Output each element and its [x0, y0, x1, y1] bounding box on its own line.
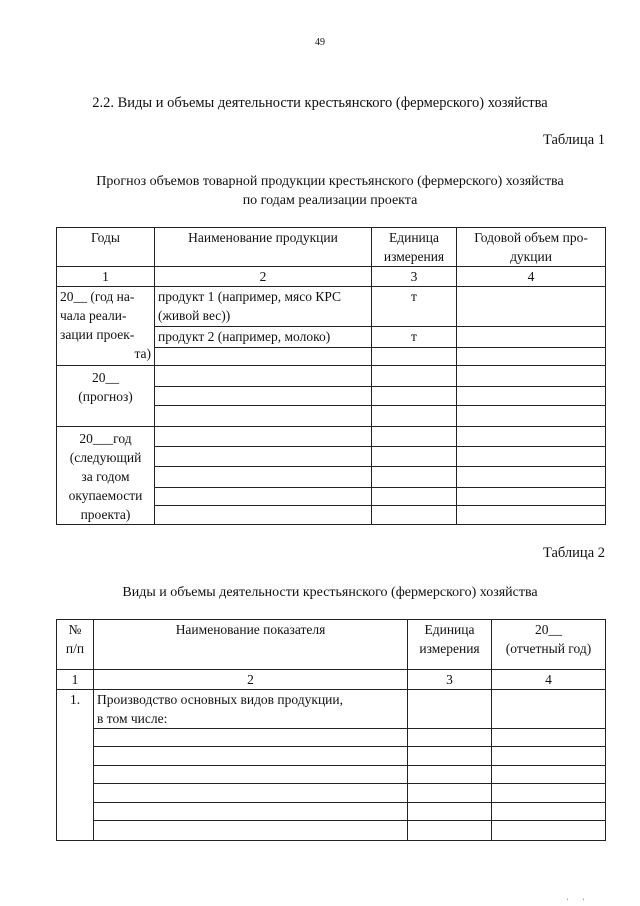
footer-marks: ' ': [567, 897, 590, 906]
group1-year-l3: зации проек-: [60, 327, 135, 342]
table1-caption: [40, 172, 620, 210]
table-row: [57, 427, 606, 447]
header-unit: [372, 228, 457, 267]
table1-caption-line1: Прогноз объемов товарной продукции крестьянского (фермерского) хозяйства: [96, 174, 564, 189]
colnum-1: 1: [57, 670, 94, 690]
header-unit-l2: измерения: [419, 641, 480, 656]
table-row: [57, 690, 606, 729]
empty-cell: [492, 766, 606, 784]
table-row: [57, 729, 606, 747]
empty-cell: [372, 505, 457, 524]
empty-cell: [457, 487, 606, 505]
colnum-3: 3: [372, 267, 457, 287]
table1-header-row: [57, 228, 606, 267]
header-num: [57, 620, 94, 670]
empty-cell: [372, 387, 457, 406]
volume2-cell: [457, 327, 606, 348]
table-row: [57, 747, 606, 766]
table1-label: Таблица 1: [542, 132, 605, 148]
table-row: [57, 287, 606, 327]
product1-l2: (живой вес)): [158, 308, 231, 323]
empty-cell: [408, 729, 492, 747]
empty-cell: [94, 803, 408, 821]
empty-cell: [408, 821, 492, 841]
group3-year-cell: [57, 427, 155, 525]
row1-num: 1.: [57, 690, 94, 841]
empty-cell: [155, 427, 372, 447]
empty-cell: [155, 387, 372, 406]
empty-cell: [408, 803, 492, 821]
empty-cell: [155, 406, 372, 427]
colnum-2: 2: [155, 267, 372, 287]
table2-caption: Виды и объемы деятельности крестьянского (фермерского) хозяйства: [122, 585, 538, 600]
empty-cell: [492, 729, 606, 747]
table-row: [57, 366, 606, 387]
row1-text-l1: Производство основных видов продукции,: [97, 692, 343, 707]
table1-colnum-row: [57, 267, 606, 287]
colnum-3: 3: [408, 670, 492, 690]
header-unit: [408, 620, 492, 670]
group2-year-l2: (прогноз): [78, 389, 133, 404]
empty-cell: [155, 348, 372, 366]
header-year: [492, 620, 606, 670]
empty-cell: [94, 784, 408, 803]
group3-year-l2: (следующий: [69, 450, 142, 465]
product1-cell: [155, 287, 372, 327]
empty-cell: [372, 406, 457, 427]
product2-cell: продукт 2 (например, молоко): [155, 327, 372, 348]
row1-text-l2: в том числе:: [97, 711, 168, 726]
empty-cell: [155, 505, 372, 524]
empty-cell: [155, 467, 372, 487]
unit1-cell: т: [372, 287, 457, 327]
header-year-l2: (отчетный год): [505, 641, 592, 656]
header-indicator: Наименование показателя: [94, 620, 408, 670]
colnum-2: 2: [94, 670, 408, 690]
empty-cell: [372, 366, 457, 387]
empty-cell: [372, 467, 457, 487]
empty-cell: [372, 487, 457, 505]
empty-cell: [457, 427, 606, 447]
group1-year-l2: чала реали-: [60, 308, 127, 323]
group1-year-l4: та): [134, 346, 151, 361]
empty-cell: [492, 747, 606, 766]
header-unit-l2: измерения: [383, 249, 445, 264]
empty-cell: [94, 747, 408, 766]
empty-cell: [372, 447, 457, 467]
table2-label: Таблица 2: [542, 545, 605, 561]
table2-header-row: [57, 620, 606, 670]
empty-cell: [408, 747, 492, 766]
empty-cell: [408, 784, 492, 803]
colnum-4: 4: [457, 267, 606, 287]
empty-cell: [457, 447, 606, 467]
table-row: [57, 803, 606, 821]
group3-year-l1: 20___год: [79, 431, 132, 446]
header-years: Годы: [57, 228, 155, 267]
empty-cell: [155, 366, 372, 387]
table-row: [57, 766, 606, 784]
empty-cell: [94, 729, 408, 747]
page-number: 49: [315, 37, 325, 48]
empty-cell: [457, 406, 606, 427]
empty-cell: [492, 821, 606, 841]
row1-text: [94, 690, 408, 729]
group3-year-l5: проекта): [80, 507, 131, 522]
empty-cell: [94, 821, 408, 841]
group3-year-l4: окупаемости: [68, 488, 143, 503]
group2-year-cell: [57, 366, 155, 427]
empty-cell: [457, 505, 606, 524]
colnum-1: 1: [57, 267, 155, 287]
volume1-cell: [457, 287, 606, 327]
empty-cell: [155, 447, 372, 467]
group1-year-cell: [57, 287, 155, 366]
empty-cell: [155, 487, 372, 505]
header-product-name: Наименование продукции: [155, 228, 372, 267]
empty-cell: [492, 784, 606, 803]
table-row: [57, 784, 606, 803]
product1-l1: продукт 1 (например, мясо КРС: [158, 289, 342, 304]
section-title: 2.2. Виды и объемы деятельности крестьянского (фермерского) хозяйства: [92, 95, 548, 111]
empty-cell: [94, 766, 408, 784]
empty-cell: [457, 366, 606, 387]
empty-cell: [457, 387, 606, 406]
empty-cell: [457, 467, 606, 487]
header-volume-l1: Годовой объем про-: [474, 230, 588, 245]
empty-cell: [372, 348, 457, 366]
empty-cell: [492, 803, 606, 821]
group1-year-l1: 20__ (год на-: [60, 289, 135, 304]
table-row: [57, 821, 606, 841]
header-unit-l1: Единица: [424, 622, 475, 637]
colnum-4: 4: [492, 670, 606, 690]
group2-year-l1: 20__: [92, 370, 119, 385]
table1: [56, 227, 606, 525]
header-year-l1: 20__: [535, 622, 562, 637]
empty-cell: [457, 348, 606, 366]
header-volume: [457, 228, 606, 267]
empty-cell: [408, 766, 492, 784]
header-num-l1: №: [68, 622, 82, 637]
table2-colnum-row: [57, 670, 606, 690]
empty-cell: [408, 690, 492, 729]
group3-year-l3: за годом: [81, 469, 130, 484]
empty-cell: [492, 690, 606, 729]
unit2-cell: т: [372, 327, 457, 348]
table1-caption-line2: по годам реализации проекта: [242, 193, 418, 208]
table2: [56, 619, 606, 841]
header-volume-l2: дукции: [510, 249, 552, 264]
header-unit-l1: Единица: [388, 230, 439, 245]
header-num-l2: п/п: [65, 641, 85, 656]
empty-cell: [372, 427, 457, 447]
